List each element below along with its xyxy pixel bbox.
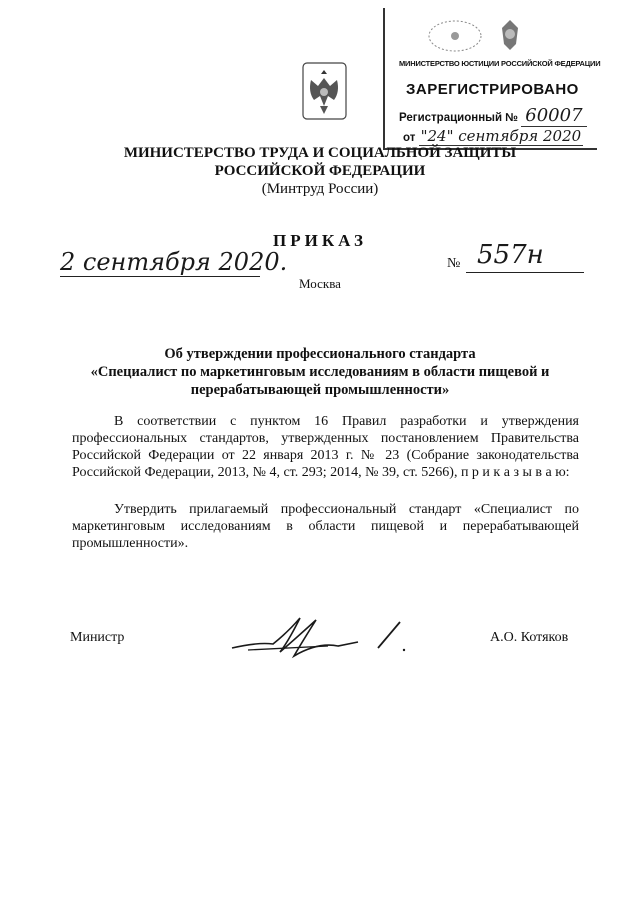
para1-line1: В соответствии с пунктом 16 Правил разработки и утверждения [114,414,579,429]
stamp-reg-date: "24" сентября 2020 [420,127,582,145]
para1-line3: Российской Федерации от 22 января 2013 г. № 23 (Собрание законодательства [72,448,579,463]
stamp-from-label: от [403,132,416,144]
signatory-name: А.О. Котяков [490,630,569,645]
order-number: 557н [477,240,544,270]
stamp-registered: ЗАРЕГИСТРИРОВАНО [406,81,579,98]
order-date: 2 сентября 2020. [60,248,288,276]
subject-line2: «Специалист по маркетинговым исследованиям в области пищевой и [90,364,550,380]
stamp-ministry: МИНИСТЕРСТВО ЮСТИЦИИ РОССИЙСКОЙ ФЕДЕРАЦИИ [399,59,601,68]
body-paragraph-1 [72,413,579,481]
stamp-reg-number: 60007 [521,105,586,127]
stamp-seal-icon [425,14,485,54]
ministry-name-line1: МИНИСТЕРСТВО ТРУДА И СОЦИАЛЬНОЙ ЗАЩИТЫ [123,145,517,161]
stamp-registration-number [399,105,587,126]
order-subject [60,345,580,399]
order-number-label: № [447,256,461,271]
stamp-date [403,127,583,145]
para2-line1: Утвердить прилагаемый профессиональный стандарт «Специалист по [114,502,579,517]
para1-line2: профессиональных стандартов, утвержденных постановлением Правительства [72,431,579,446]
stamp-reg-label: Регистрационный № [399,112,519,124]
stamp-emblem-icon [490,14,530,54]
ministry-name-line2: РОССИЙСКОЙ ФЕДЕРАЦИИ [214,163,426,179]
signature-icon [228,612,408,662]
order-city: Москва [299,276,341,291]
ministry-short-name: (Минтруд России) [261,181,379,197]
registration-stamp [383,8,601,150]
subject-line3: перерабатывающей промышленности» [190,382,450,398]
coat-of-arms-icon [302,62,347,120]
subject-line1: Об утверждении профессионального стандарта [164,346,476,362]
para1-line4: Российской Федерации, 2013, № 4, ст. 293; 2014, № 39, ст. 5266), п р и к а з ы в а ю: [72,465,570,480]
order-title: ПРИКАЗ [273,231,367,250]
body-paragraph-2 [72,501,579,552]
para2-line3: промышленности». [72,536,189,551]
number-underline [466,272,584,273]
para2-line2: маркетинговым исследованиям в области пищевой и перерабатывающей [72,519,579,534]
signatory-title: Министр [70,630,125,645]
